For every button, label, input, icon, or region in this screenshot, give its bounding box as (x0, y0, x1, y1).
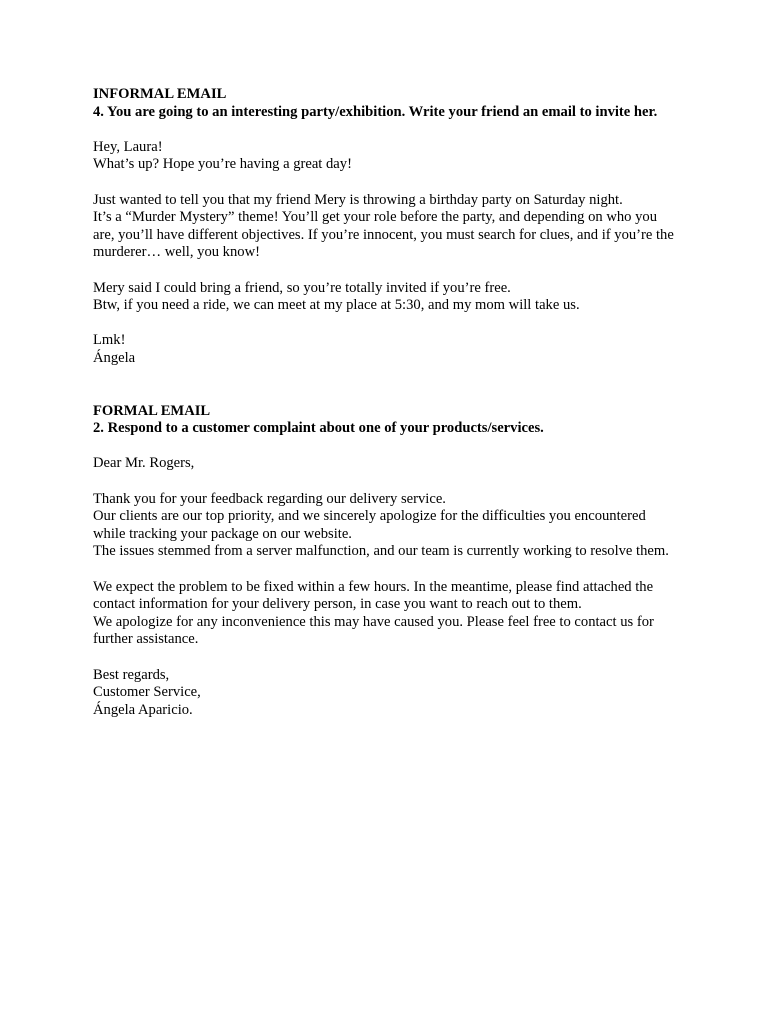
spacer (93, 262, 678, 280)
spacer (93, 561, 678, 579)
spacer (93, 438, 678, 456)
formal-greeting: Dear Mr. Rogers, (93, 455, 195, 472)
informal-para1-line1: Just wanted to tell you that my friend Mery is throwing a birthday party on Saturday night. (93, 191, 623, 208)
informal-para2-line2: Btw, if you need a ride, we can meet at my place at 5:30, and my mom will take us. (93, 297, 580, 314)
formal-para1-line2: Our clients are our top priority, and we sincerely apologize for the difficulties you encountered while tracking your package on our website. (93, 508, 646, 542)
informal-para2-line1: Mery said I could bring a friend, so you’re totally invited if you’re free. (93, 279, 511, 296)
informal-heading: INFORMAL EMAIL (93, 86, 227, 102)
formal-heading: FORMAL EMAIL (93, 402, 211, 419)
document-page (93, 86, 678, 719)
spacer (93, 174, 678, 192)
formal-email-section (93, 403, 678, 720)
formal-closing: Best regards, (93, 666, 170, 683)
formal-signature: Ángela Aparicio. (93, 701, 193, 718)
formal-para2-line2: We apologize for any inconvenience this may have caused you. Please feel free to contact us for further assistance. (93, 613, 654, 648)
informal-signoff: Lmk! (93, 332, 126, 349)
section-spacer (93, 368, 678, 403)
spacer (93, 315, 678, 333)
formal-para1-line3: The issues stemmed from a server malfunction, and our team is currently working to resolve them. (93, 543, 669, 560)
formal-prompt: 2. Respond to a customer complaint about one of your products/services. (93, 420, 544, 437)
informal-greeting: Hey, Laura! (93, 138, 163, 155)
spacer (93, 121, 678, 139)
formal-para1-line1: Thank you for your feedback regarding our delivery service. (93, 490, 446, 507)
informal-signature: Ángela (93, 349, 136, 366)
informal-email-section (93, 86, 678, 368)
spacer (93, 649, 678, 667)
formal-department: Customer Service, (93, 684, 201, 701)
informal-opener: What’s up? Hope you’re having a great day! (93, 156, 352, 173)
informal-prompt: 4. You are going to an interesting party/exhibition. Write your friend an email to invite her. (93, 103, 658, 120)
informal-para1-line2: It’s a “Murder Mystery” theme! You’ll get your role before the party, and depending on who you are, you’ll have different objectives. If you’re innocent, you must search for clues, and if you’re the murderer… well, you know! (93, 209, 674, 261)
spacer (93, 473, 678, 491)
formal-para2-line1: We expect the problem to be fixed within a few hours. In the meantime, please find attached the contact information for your delivery person, in case you want to reach out to them. (93, 578, 654, 613)
